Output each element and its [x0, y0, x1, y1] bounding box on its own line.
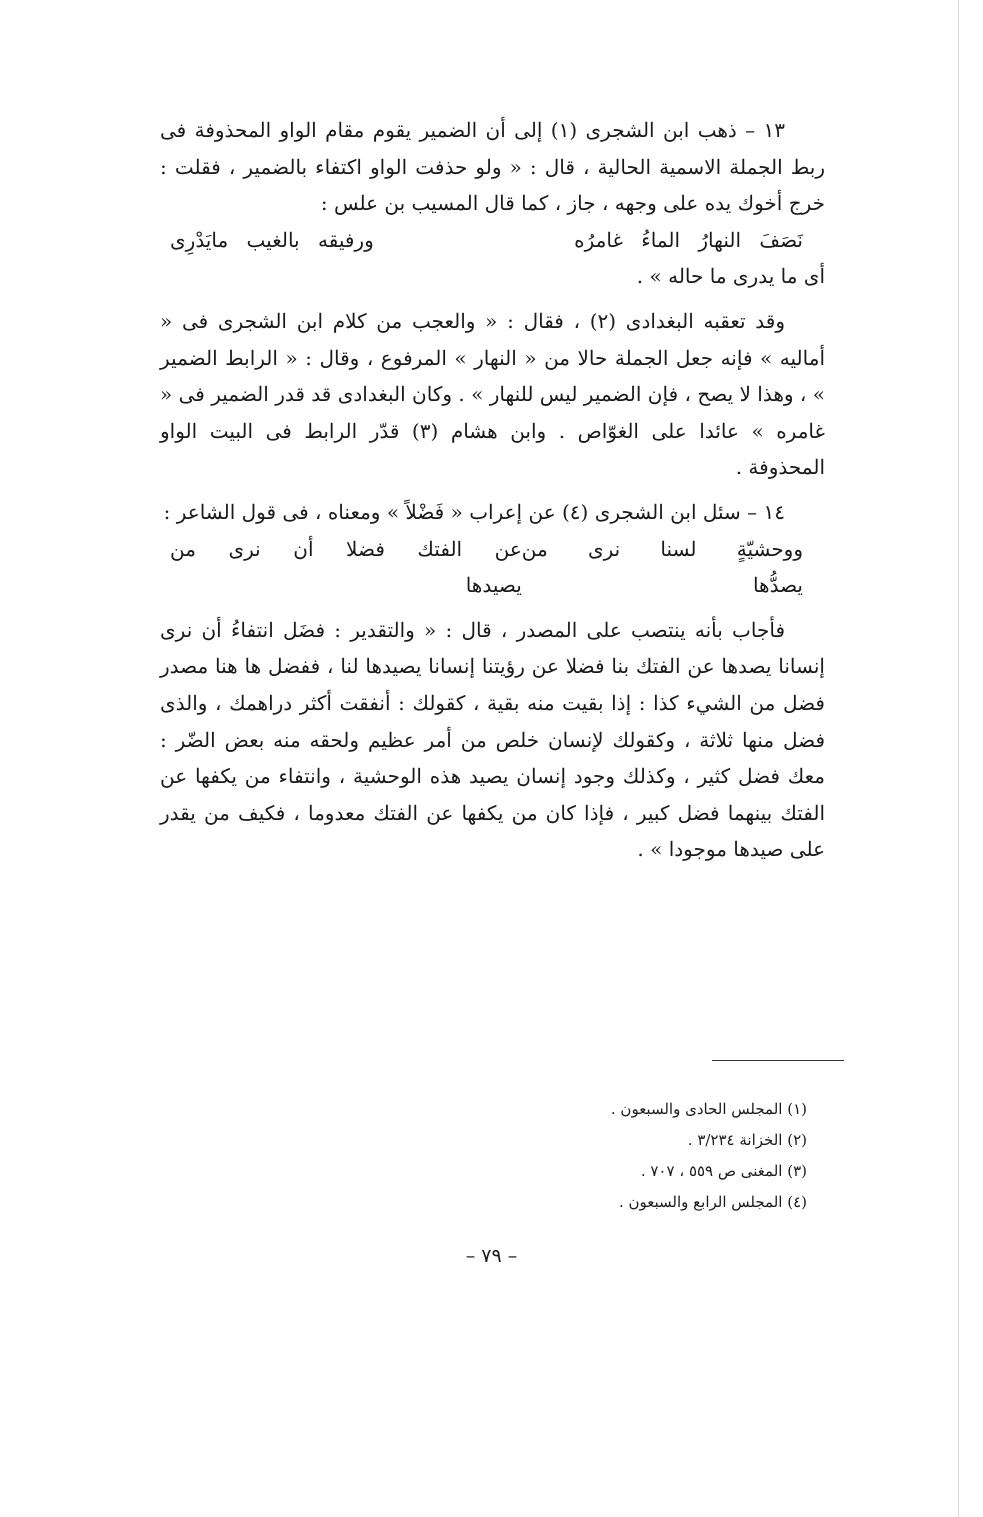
page-number: – ٧٩ – [465, 1245, 518, 1267]
verse-line-1 [160, 222, 825, 259]
verse-line-2 [160, 531, 825, 604]
footnote-2: (٢) الخزانة ٣/٢٣٤ . [687, 1131, 807, 1149]
paragraph-baghdadi: وقد تعقبه البغدادى (٢) ، فقال : « والعجب من كلام ابن الشجرى فى « أماليه » فإنه جعل الجملة حالا من « النهار » المرفوع ، وقال : « الرابط الضمير » ، وهذا لا يصح ، فإن الضمير ليس للنهار » . وكان البغدادى قد قدر الضمير فى « غامره » عائدا على الغوّاص . وابن هشام (٣) قدّر الرابط فى البيت الواو المحذوفة . [160, 308, 825, 480]
paragraph-13: ١٣ – ذهب ابن الشجرى (١) إلى أن الضمير يقوم مقام الواو المحذوفة فى ربط الجملة الاسمية الحالية ، قال : « ولو حذفت الواو اكتفاء بالضمير ، فقلت : خرج أخوك يده على وجهه ، جاز ، كما قال المسيب بن علس : [160, 118, 825, 216]
main-text [160, 112, 825, 868]
verse-1-hemistich-2: ورفيقه بالغيب مايَدْرِى [170, 227, 374, 252]
page-edge-line [958, 0, 959, 1517]
paragraph-answer: فأجاب بأنه ينتصب على المصدر ، قال : « والتقدير : فضَل انتفاءُ أن نرى إنسانا يصدها عن الفتك بنا فضلا عن رؤيتنا إنسانا يصيدها لنا ، ففضل ها هنا مصدر فضل من الشيء كذا : إذا بقيت منه بقية ، كقولك : أنفقت أكثر دراهمك ، والذى فضل منها ثلاثة ، وكقولك لإنسان خلص من أمر عظيم ولحقه منه بعض الضّر : معك فضل كثير ، وكذلك وجود إنسان يصيد هذه الوحشية ، وانتفاء من يكفها عن الفتك بينهما فضل كبير ، فإذا كان من يكفها عن الفتك معدوما ، فكيف من يقدر على صيدها موجودا » . [160, 617, 825, 862]
verse-1-hemistich-1: نَصَفَ النهارُ الماءُ غامرُه [574, 227, 803, 252]
verse-2-hemistich-1: ووحشيّةٍ لسنا نرى من يصدُّها [521, 536, 803, 598]
footnote-1: (١) المجلس الحادى والسبعون . [610, 1100, 807, 1118]
footnote-3: (٣) المغنى ص ٥٥٩ ، ٧٠٧ . [640, 1162, 807, 1180]
verse-2-hemistich-2: عن الفتك فضلا أن نرى من يصيدها [170, 536, 522, 598]
paragraph-14: ١٤ – سئل ابن الشجرى (٤) عن إعراب « فَضْلاً » ومعناه ، فى قول الشاعر : [163, 499, 785, 524]
footnote-4: (٤) المجلس الرابع والسبعون . [618, 1193, 807, 1211]
paragraph-verse-gloss: أى ما يدرى ما حاله » . [636, 264, 825, 289]
footnote-separator [712, 1060, 844, 1061]
footnotes [387, 1094, 807, 1218]
